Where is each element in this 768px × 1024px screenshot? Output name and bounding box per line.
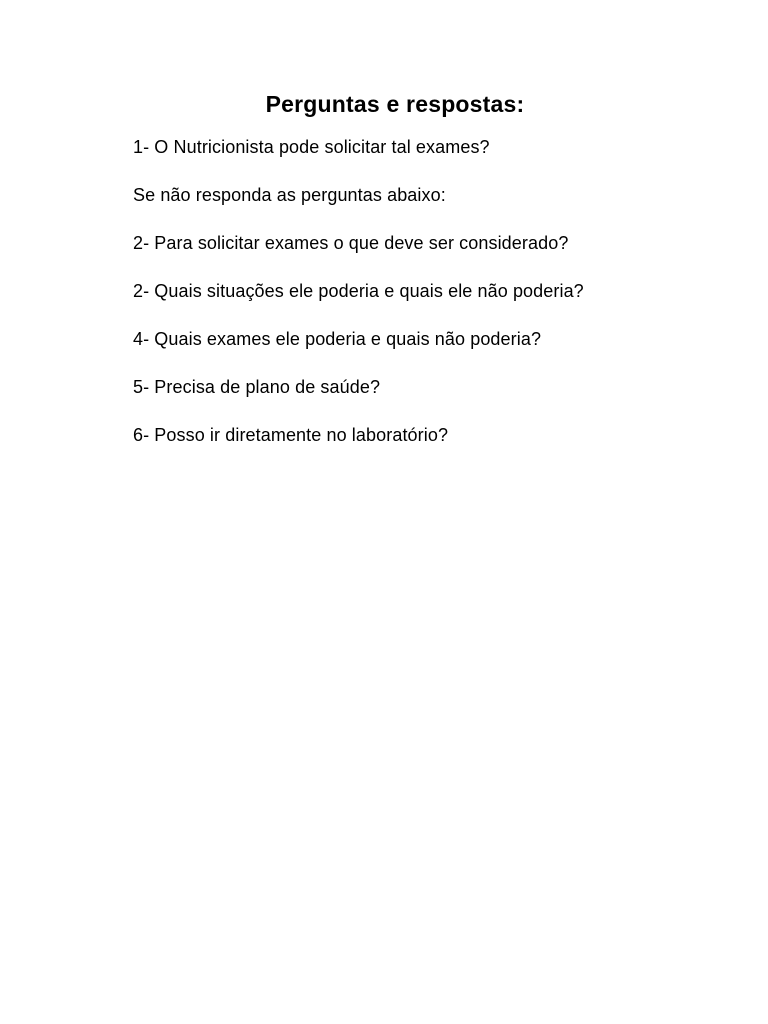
- question-line-1: 1- O Nutricionista pode solicitar tal exames?: [133, 137, 490, 157]
- question-line-2: 2- Para solicitar exames o que deve ser considerado?: [133, 233, 569, 253]
- question-line-5: 5- Precisa de plano de saúde?: [133, 377, 381, 397]
- question-list: [133, 134, 584, 470]
- question-line-6: 6- Posso ir diretamente no laboratório?: [133, 425, 449, 445]
- question-line-3: 2- Quais situações ele poderia e quais ele não poderia?: [133, 281, 584, 301]
- question-line-4: 4- Quais exames ele poderia e quais não poderia?: [133, 329, 542, 349]
- instruction-line: Se não responda as perguntas abaixo:: [133, 185, 446, 205]
- document-title: Perguntas e respostas:: [265, 91, 525, 117]
